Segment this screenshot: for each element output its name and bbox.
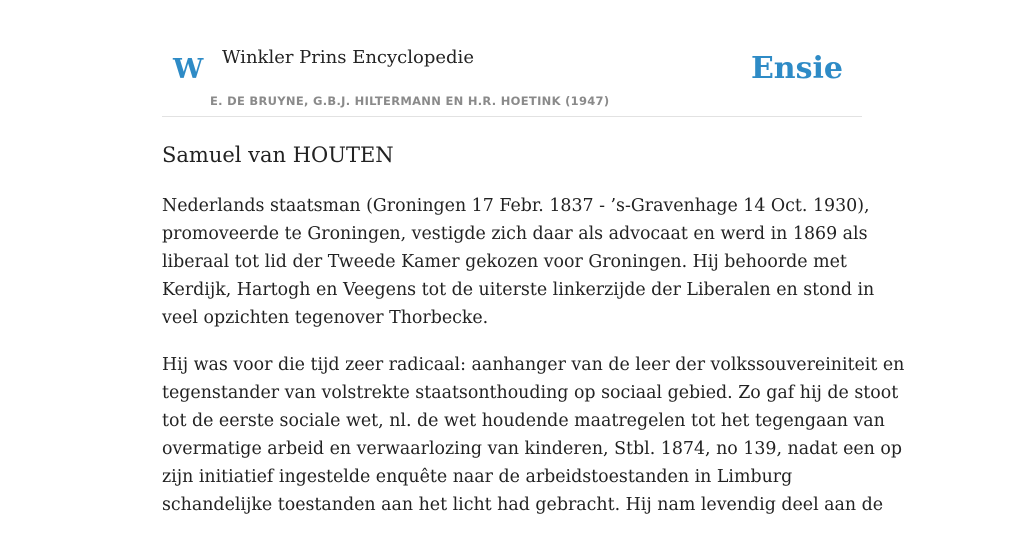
article-body (162, 192, 905, 538)
site-header (162, 0, 862, 117)
text-line: overmatige arbeid en verwaarlozing van kinderen, Stbl. 1874, no 139, nadat een op (162, 439, 903, 459)
site-title[interactable]: Winkler Prins Encyclopedie (222, 47, 474, 68)
text-line: Kerdijk, Hartogh en Veegens tot de uiterste linkerzijde der Liberalen en stond in (162, 280, 875, 300)
brand-logo-link[interactable]: Ensie (750, 51, 843, 86)
text-line: tot de eerste sociale wet, nl. de wet houdende maatregelen tot het tegengaan van (162, 411, 885, 431)
text-line: promoveerde te Groningen, vestigde zich daar als advocaat en werd in 1869 als (162, 224, 868, 244)
text-line: veel opzichten tegenover Thorbecke. (162, 308, 489, 328)
text-line: Hij was voor die tijd zeer radicaal: aanhanger van de leer der volkssouvereiniteit en (162, 355, 905, 375)
text-line: zijn initiatief ingestelde enquête naar de arbeidstoestanden in Limburg (162, 467, 793, 487)
text-line: liberaal tot lid der Tweede Kamer gekozen voor Groningen. Hij behoorde met (162, 252, 847, 272)
text-line: schandelijke toestanden aan het licht had gebracht. Hij nam levendig deel aan de (162, 495, 884, 515)
authors-credit: E. DE BRUYNE, G.B.J. HILTERMANN EN H.R. HOETINK (1947) (210, 94, 610, 108)
site-logo-icon[interactable]: W (173, 54, 204, 85)
text-line: tegenstander van volstrekte staatsonthouding op sociaal gebied. Zo gaf hij de stoot (162, 383, 899, 403)
paragraph-2 (162, 351, 905, 519)
page-container (162, 0, 905, 515)
article-title: Samuel van HOUTEN (162, 143, 394, 167)
paragraph-1 (162, 192, 875, 332)
text-line: Nederlands staatsman (Groningen 17 Febr. 1837 - ’s-Gravenhage 14 Oct. 1930), (162, 196, 870, 216)
